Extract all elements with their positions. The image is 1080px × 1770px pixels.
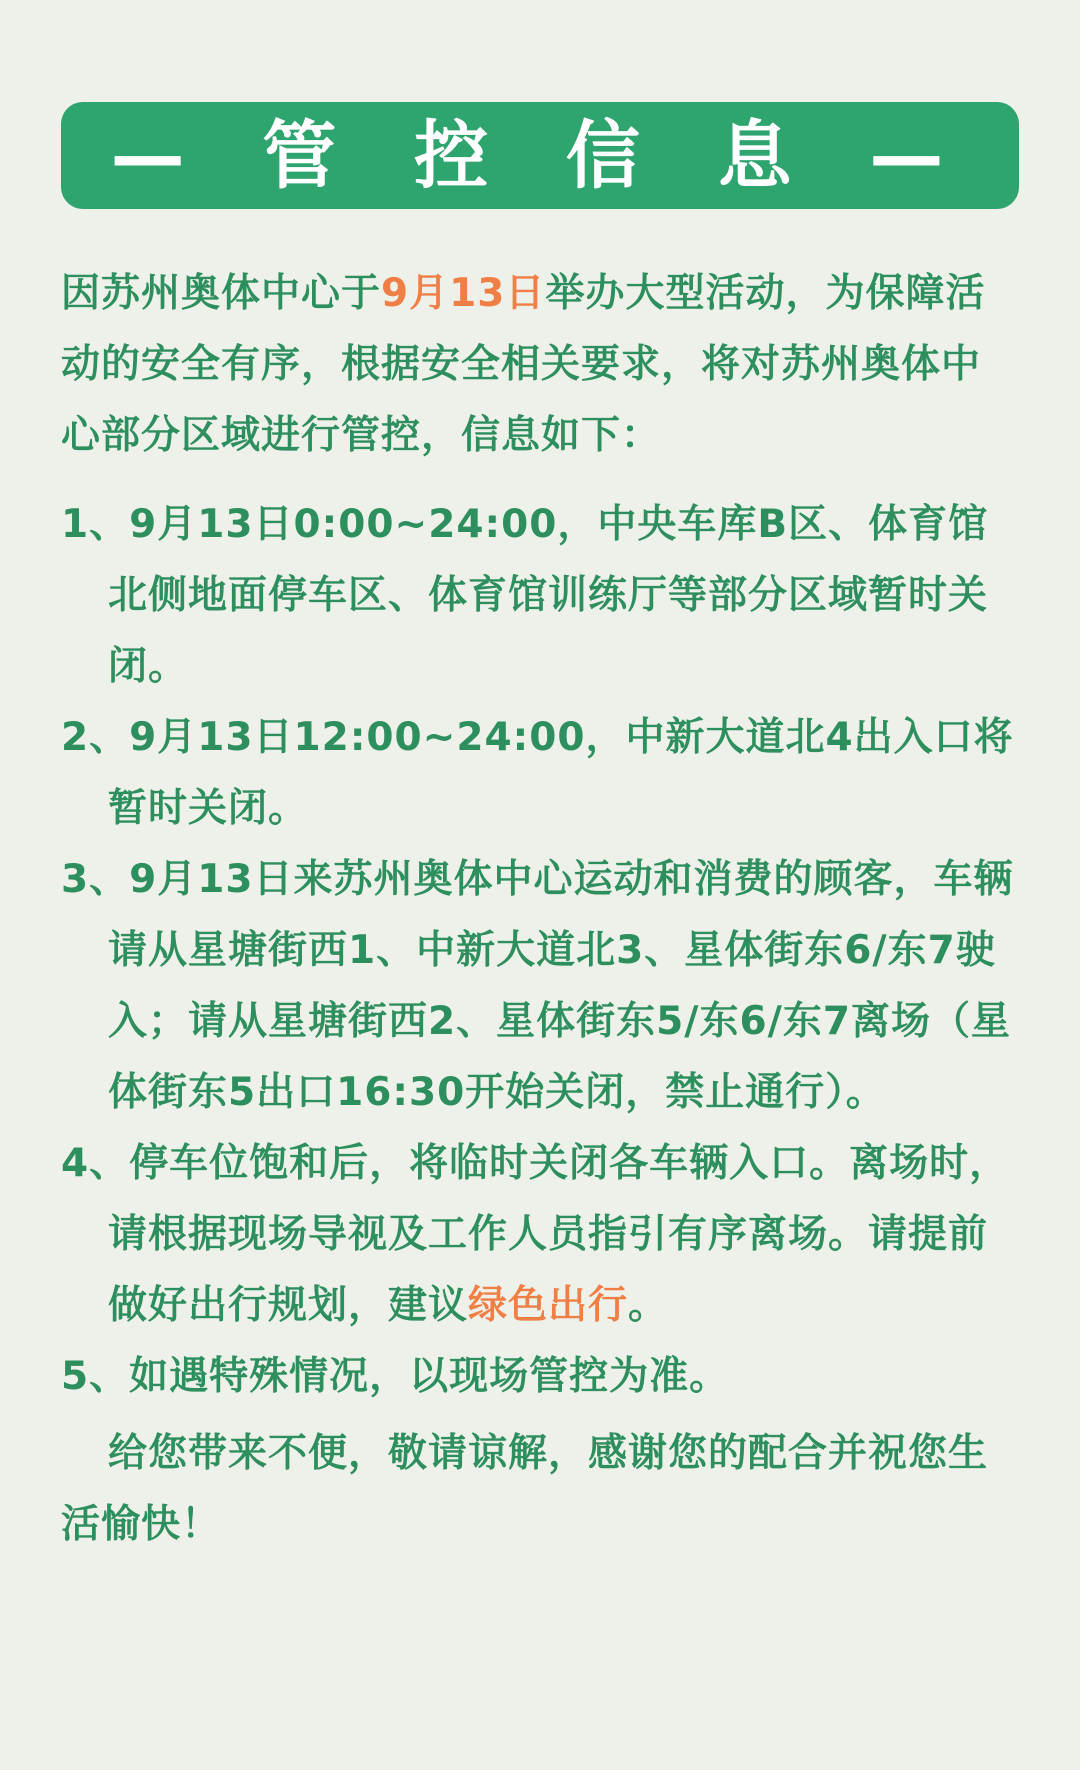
event-date-highlight: 9月13日: [381, 271, 546, 316]
notice-item-1-text: 1、9月13日0:00~24:00，中央车库B区、体育馆北侧地面停车区、体育馆训练厅等部分区域暂时关闭。: [61, 502, 989, 689]
notice-item-2-text: 2、9月13日12:00~24:00，中新大道北4出入口将暂时关闭。: [61, 715, 1014, 831]
notice-item-5: [61, 1341, 1019, 1412]
green-travel-highlight: 绿色出行: [468, 1283, 629, 1328]
intro-text-start: 因苏州奥体中心于: [61, 271, 382, 316]
intro-text-end: 举办大型活动，为保障活动的安全有序，根据安全相关要求，将对苏州奥体中心部分区域进行管控，信息如下：: [61, 271, 986, 458]
notice-item-4: [61, 1128, 1019, 1341]
notice-item-3-text: 3、9月13日来苏州奥体中心运动和消费的顾客，车辆请从星塘街西1、中新大道北3、星体街东6/东7驶入；请从星塘街西2、星体街东5/东6/东7离场（星体街东5出口16:30开始关闭，禁止通行）。: [61, 857, 1014, 1115]
closing-text: 给您带来不便，敬请谅解，感谢您的配合并祝您生活愉快！: [61, 1431, 989, 1547]
notice-item-1: [61, 489, 1019, 702]
closing-paragraph: [61, 1418, 1019, 1560]
notice-item-3: [61, 844, 1019, 1128]
notice-item-5-text: 5、如遇特殊情况，以现场管控为准。: [61, 1354, 730, 1399]
page-title: — 管 控 信 息 —: [110, 112, 970, 199]
notice-item-4-text-end: 。: [628, 1283, 669, 1328]
notice-item-4-text-start: 4、停车位饱和后，将临时关闭各车辆入口。离场时，请根据现场导视及工作人员指引有序离场。请提前做好出行规划，建议: [61, 1141, 1010, 1328]
notice-item-2: [61, 702, 1019, 844]
notice-content: [61, 258, 1019, 1560]
title-banner: [61, 102, 1019, 209]
intro-paragraph: [61, 258, 1019, 471]
